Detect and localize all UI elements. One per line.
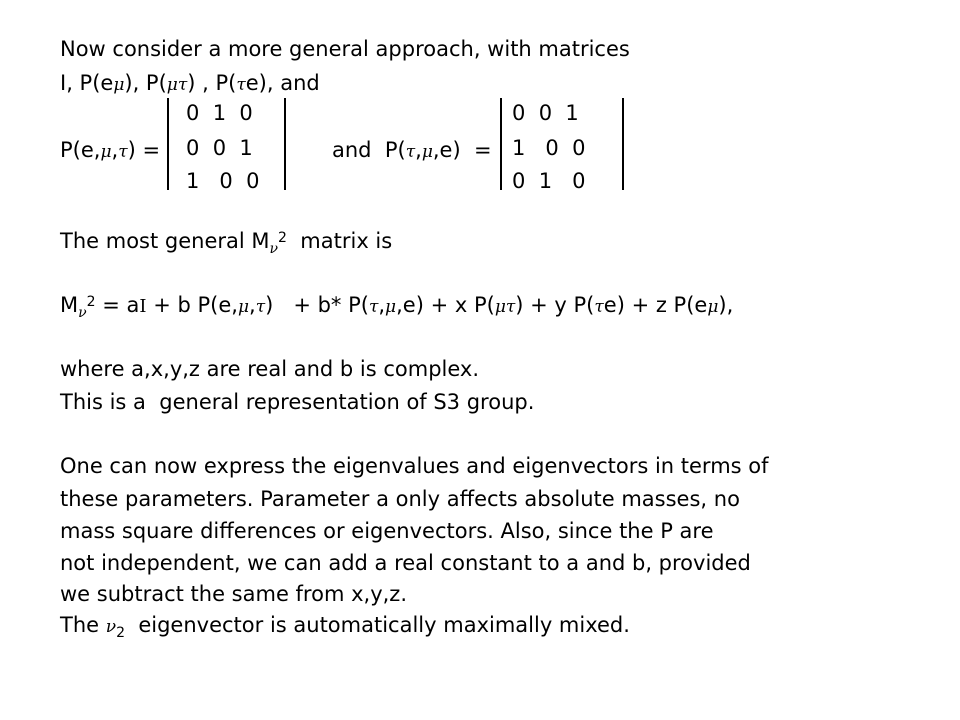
identity-symbol: I (139, 296, 147, 317)
text: e) + z P(e (603, 293, 708, 317)
nu-symbol: ν (78, 305, 87, 321)
text: ,e) = (432, 138, 492, 162)
text: and P( (332, 138, 406, 162)
matrix-1-left-bar (167, 98, 169, 190)
text: b P(e, (177, 293, 238, 317)
text: e), and (245, 71, 320, 95)
text: + (146, 293, 178, 317)
matrix-1-right-bar (284, 98, 286, 190)
text: ), (718, 293, 734, 317)
text: I, P(e (60, 71, 114, 95)
nu-symbol: ν (105, 617, 117, 637)
subscript-two: 2 (116, 625, 125, 641)
tau-symbol: τ (118, 142, 128, 162)
matrix-1-label (60, 137, 160, 165)
text: ) + y P( (515, 293, 595, 317)
para2-line-6 (60, 612, 630, 641)
para1-line-1: where a,x,y,z are real and b is complex. (60, 357, 480, 381)
matrix-2-left-bar (500, 98, 502, 190)
para2-line-2: these parameters. Parameter a only affects absolute masses, no (60, 487, 740, 511)
text: , (378, 293, 386, 317)
text: ,e) + x P( (396, 293, 495, 317)
mu-symbol: μ (237, 297, 249, 317)
general-line (60, 228, 392, 257)
text: = a (95, 293, 140, 317)
tau-symbol: τ (255, 297, 266, 317)
text: The most general M (60, 229, 270, 253)
matrix-2-row: 0 0 1 (512, 101, 579, 125)
text: matrix is (286, 229, 393, 253)
text: The (60, 613, 106, 637)
mu-symbol: μ (707, 297, 719, 317)
matrix-2-row: 1 0 0 (512, 136, 586, 160)
text: , (415, 138, 422, 162)
mu-symbol: μ (100, 142, 112, 162)
text: ), P( (124, 71, 167, 95)
nu-symbol: ν (269, 241, 279, 257)
text: ) , P( (187, 71, 237, 95)
mu-symbol: μ (494, 297, 506, 317)
matrix-2-label (332, 137, 492, 165)
matrix-2-right-bar (622, 98, 624, 190)
intro-line-2 (60, 70, 320, 98)
tau-symbol: τ (505, 297, 516, 317)
mu-symbol: μ (385, 297, 397, 317)
para2-line-4: not independent, we can add a real constant to a and b, provided (60, 551, 751, 575)
para2-line-3: mass square differences or eigenvectors. Also, since the P are (60, 519, 714, 543)
para2-line-1: One can now express the eigenvalues and eigenvectors in terms of (60, 454, 769, 478)
mu-symbol: μ (113, 75, 125, 95)
tau-symbol: τ (368, 297, 379, 317)
matrix-1-row: 0 0 1 (186, 136, 253, 160)
mu-symbol: μ (166, 75, 178, 95)
text: eigenvector is automatically maximally mixed. (125, 613, 630, 637)
matrix-1-row: 1 0 0 (186, 169, 260, 193)
tau-symbol: τ (177, 75, 188, 95)
text: ) + b* P( (265, 293, 369, 317)
matrix-2-row: 0 1 0 (512, 169, 586, 193)
superscript-two: 2 (278, 230, 287, 246)
text: M (60, 293, 79, 317)
tau-symbol: τ (405, 142, 416, 162)
text: ) = (127, 138, 161, 162)
mu-symbol: μ (421, 142, 433, 162)
matrix-1-row: 0 1 0 (186, 101, 253, 125)
tau-symbol: τ (594, 297, 604, 317)
intro-line-1: Now consider a more general approach, with matrices (60, 37, 630, 61)
superscript-two: 2 (86, 294, 96, 310)
para1-line-2: This is a general representation of S3 group. (60, 390, 535, 414)
mass-matrix-formula (60, 292, 733, 321)
text: , (249, 293, 256, 317)
text: P(e, (60, 138, 101, 162)
tau-symbol: τ (236, 75, 246, 95)
para2-line-5: we subtract the same from x,y,z. (60, 582, 407, 606)
text: , (111, 138, 119, 162)
